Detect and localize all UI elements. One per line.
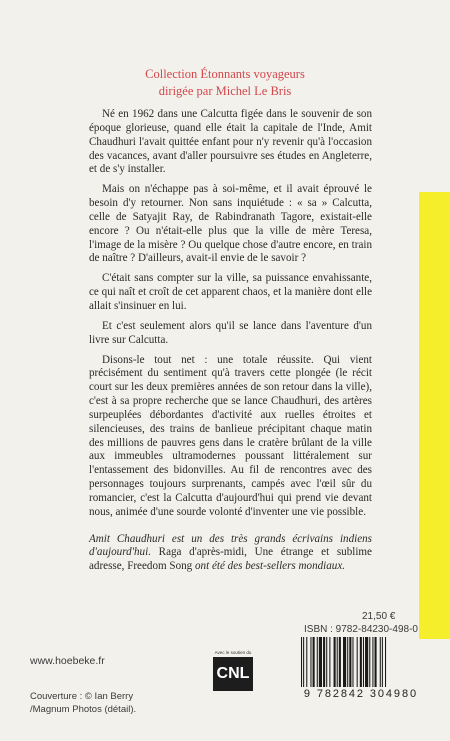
- blurb-paragraph: Et c'est seulement alors qu'il se lance dans l'aventure d'un livre sur Calcutta.: [89, 319, 372, 346]
- blurb-paragraph: Disons-le tout net : une totale réussite. Qui vient précisément du sentiment qu'à travers cette plongée (le récit court sur les deux premières années de son retour dans la ville), c'est à sa propre recherche que se lance Chaudhuri, des artères surpeuplées débordantes d'activité aux ruelles étroites et silencieuses, des trains de banlieue précipitant chaque matin des millions de pauvres gens dans le cratère brûlant de la ville aux immeubles ultramodernes poussant littéralement sur l'entassement des bidonvilles. Au fil de rencontres avec des personnages toujours surprenants, campés avec l'œil sûr du romancier, c'est la Calcutta d'aujourd'hui qui prend vie devant nous, animée d'une sourde volonté d'inventer une vie possible.: [89, 353, 372, 518]
- barcode-icon: [293, 637, 418, 687]
- price: 21,50 €: [362, 611, 396, 622]
- yellow-band: [419, 192, 450, 639]
- cnl-logo: CNL: [213, 657, 253, 691]
- blurb-text: [89, 108, 372, 580]
- collection-heading: [0, 66, 450, 100]
- cover-credit: [30, 691, 170, 716]
- blurb-paragraph: Mais on n'échappe pas à soi-même, et il avait éprouvé le besoin d'y retourner. Non sans inquiétude : « sa » Calcutta, celle de Satyajit Ray, de Rabindranath Tagore, existait-elle encore ? Ou n'était-elle plus que la ville de mère Teresa, l'image de la misère ? Ou quelque chose d'autre encore, en train de naître ? D'ailleurs, avait-il envie de le savoir ?: [89, 183, 372, 265]
- collection-director: dirigée par Michel Le Bris: [158, 84, 292, 98]
- cnl-support-badge: [213, 650, 253, 696]
- barcode: [293, 637, 418, 703]
- publisher-website[interactable]: www.hoebeke.fr: [30, 655, 105, 667]
- author-note-end: ont été des best-sellers mondiaux.: [195, 560, 346, 573]
- isbn: ISBN : 9782-84230-498-0: [304, 624, 418, 635]
- author-note-intro: Amit Chaudhuri est un des très grands écrivains indiens d'aujourd'hui.: [89, 532, 372, 559]
- cnl-caption: Avec le soutien du: [214, 650, 252, 655]
- barcode-digits: 9 782842 304980: [303, 688, 418, 700]
- collection-title: Collection Étonnants voyageurs: [145, 67, 305, 81]
- author-note: [89, 533, 372, 575]
- cover-credit-line: Couverture : © Ian Berry: [30, 691, 134, 702]
- blurb-paragraph: C'était sans compter sur la ville, sa puissance envahissante, ce qui naît et croît de cet apparent chaos, et la manière dont elle allait s'insinuer en lui.: [89, 272, 372, 312]
- author-note-titles: Raga d'après-midi, Une étrange et sublime adresse, Freedom Song: [89, 546, 372, 573]
- cover-credit-line: /Magnum Photos (détail).: [30, 703, 137, 715]
- blurb-paragraph: Né en 1962 dans une Calcutta figée dans le souvenir de son époque glorieuse, quand elle était la capitale de l'Inde, Amit Chaudhuri l'avait quittée enfant pour n'y revenir qu'à l'occasion des vacances, avant d'aller poursuivre ses études en Angleterre, et de s'y installer.: [89, 108, 372, 176]
